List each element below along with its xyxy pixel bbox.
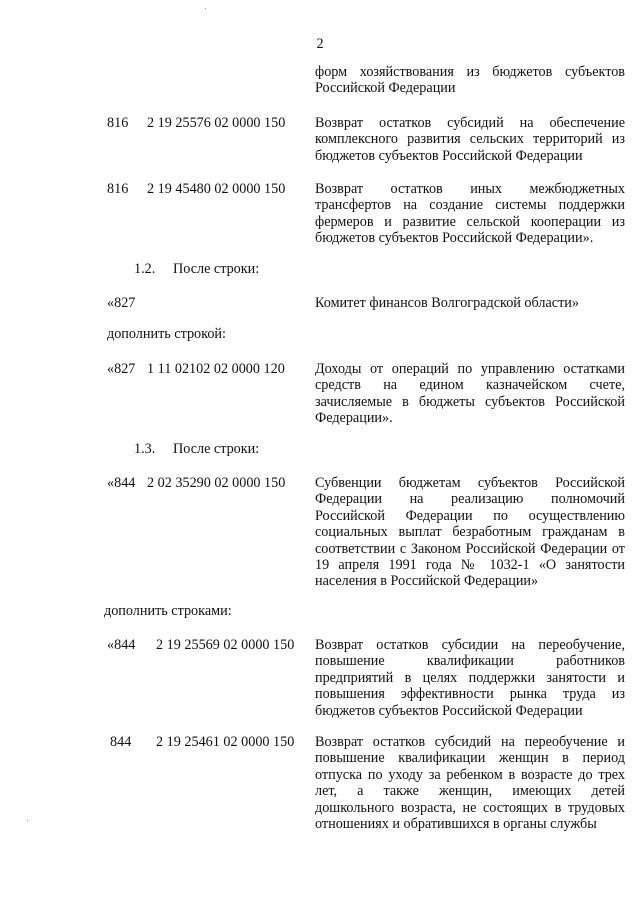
description-line: Возврат остатков иных межбюджетных [315,181,625,197]
description-line: трансфертов на создание системы поддержки [315,197,625,214]
description-line: социальных выплат безработным гражданам в [315,524,625,541]
description-line: Субвенции бюджетам субъектов Российской [315,475,625,491]
section-number: 1.2. [134,261,156,277]
row-description [315,361,625,427]
description-line: средств на едином казначейском счете, [315,377,625,394]
row-description [315,637,625,719]
description-line: комплексного развития сельских территорий из [315,131,625,148]
description-line: форм хозяйствования из бюджетов субъектов [315,64,625,80]
row-description [315,181,625,247]
scan-speck [27,820,28,821]
description-line: повышение квалификации женщин в период [315,750,625,767]
description-line: Возврат остатков субсидий на обеспечение [315,115,625,131]
section-number: 1.3. [134,441,156,457]
supplement-note: дополнить строками: [104,603,232,619]
description-line: Федерации». [315,410,393,427]
section-heading: После строки: [173,441,260,457]
description-line: повышения эффективности рынка труда из [315,686,625,703]
row-description [315,475,625,590]
description-line: Доходы от операций по управлению остатками [315,361,625,377]
description-line: зачисляемые в бюджеты субъектов Российской [315,393,625,410]
description-line: бюджетов субъектов Российской Федерации [315,702,583,719]
income-code: 2 19 25569 02 0000 150 [156,637,295,653]
income-code: 2 02 35290 02 0000 150 [147,475,286,491]
description-line: фермеров и развитие сельской кооперации из [315,213,625,230]
description-line: лет, а также женщин, имеющих детей [315,783,625,800]
admin-code: 844 [110,734,132,750]
description-line: соответствии с Законом Российской Федерации от [315,540,625,557]
row-description [315,64,625,97]
income-code: 2 19 25576 02 0000 150 [147,115,286,131]
description-line: повышение квалификации работников [315,653,625,670]
admin-code: 816 [107,181,129,197]
admin-code: «827 [107,361,136,377]
description-line: населения в Российской Федерации» [315,573,539,590]
description-line: отпуска по уходу за ребенком в возрасте до трех [315,766,625,783]
admin-code: «844 [107,637,136,653]
description-line: предприятий в целях поддержки занятости и [315,669,625,686]
row-description [315,115,625,164]
scan-speck [205,8,206,9]
admin-code: «827 [107,295,136,311]
income-code: 2 19 25461 02 0000 150 [156,734,295,750]
description-line: бюджетов субъектов Российской Федерации [315,147,583,164]
row-description [315,295,625,311]
admin-code: 816 [107,115,129,131]
description-line: Возврат остатков субсидии на переобучение, [315,637,625,653]
section-heading: После строки: [173,261,260,277]
description-line: 19 апреля 1991 года № 1032-1 «О занятости [315,557,625,574]
description-line: Российской Федерации [315,80,456,97]
description-line: дошкольного возраста, не состоящих в трудовых [315,799,625,816]
income-code: 2 19 45480 02 0000 150 [147,181,286,197]
supplement-note: дополнить строкой: [107,326,226,342]
admin-code: «844 [107,475,136,491]
page-number: 2 [316,36,324,52]
description-line: Комитет финансов Волгоградской области» [315,295,579,311]
description-line: Возврат остатков субсидий на переобучение и [315,734,625,750]
income-code: 1 11 02102 02 0000 120 [147,361,285,377]
description-line: бюджетов субъектов Российской Федерации». [315,230,594,247]
description-line: отношениях и обратившихся в органы службы [315,816,597,833]
description-line: Российской Федерации по осуществлению [315,507,625,524]
description-line: Федерации на реализацию полномочий [315,491,625,508]
row-description [315,734,625,832]
